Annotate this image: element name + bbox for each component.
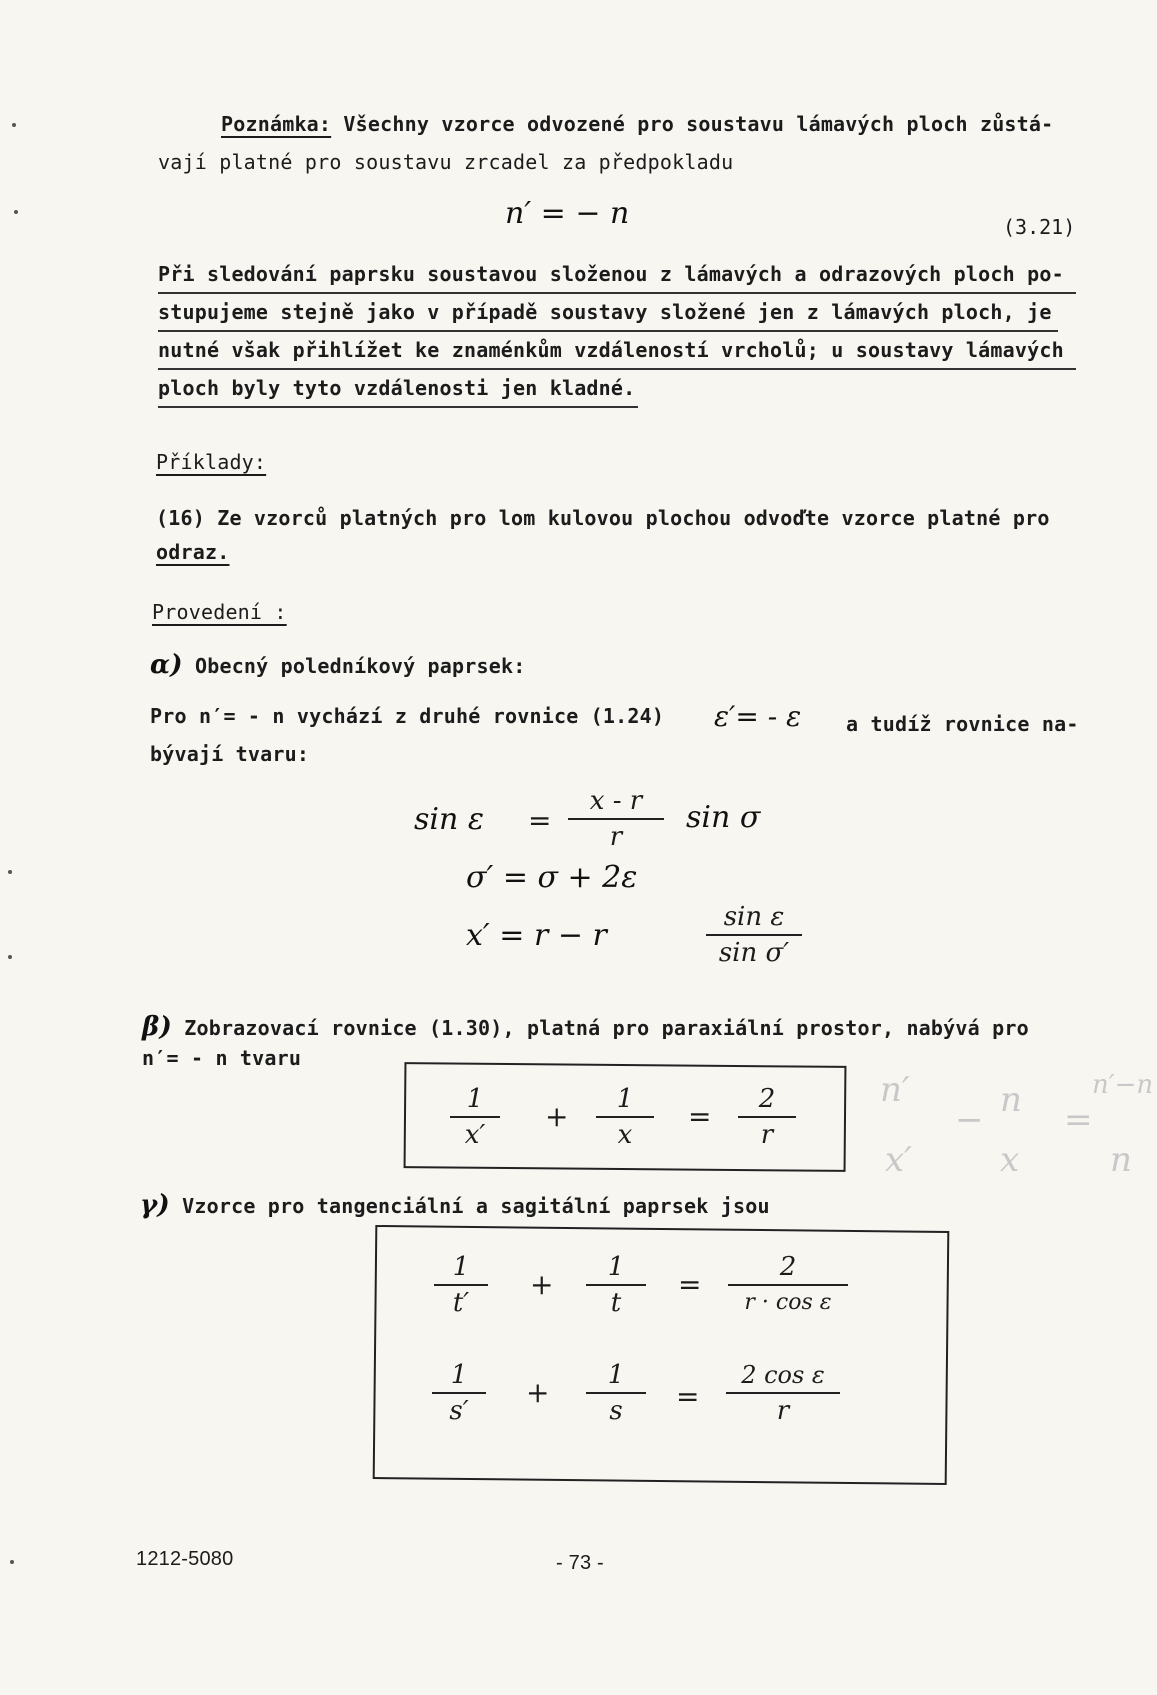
gamma-r2-equals: =: [676, 1380, 700, 1413]
pencil-n1: n′: [880, 1070, 910, 1110]
alpha-relation: ε′= - ε: [714, 700, 802, 733]
gamma-r2-a-denominator: s′: [449, 1396, 469, 1426]
beta-f2-denominator: x: [617, 1120, 633, 1150]
alpha-eq1-tail: sin σ: [686, 800, 761, 835]
alpha-title: Obecný poledníkový paprsek:: [194, 654, 526, 678]
alpha-eq1-lhs: sin ε: [414, 802, 484, 837]
page-number: - 73 -: [556, 1552, 604, 1574]
alpha-text-1: Pro n′= - n vychází z druhé rovnice (1.24): [150, 704, 665, 728]
pencil-note: n: [1110, 1140, 1132, 1180]
beta-f2-numerator: 1: [616, 1084, 634, 1114]
alpha-eq1-fraction: [568, 786, 664, 852]
beta-f1-numerator: 1: [466, 1084, 484, 1114]
pencil-note: n′−n: [1092, 1070, 1154, 1100]
alpha-text-1-end: a tudíž rovnice na-: [846, 712, 1079, 736]
pencil-note: =: [1064, 1100, 1093, 1140]
fraction-bar: [738, 1116, 796, 1118]
gamma-r1-c-denominator: r · cos ε: [744, 1290, 832, 1315]
gamma-r1-plus: +: [530, 1268, 554, 1301]
underline-rule: [158, 330, 1058, 332]
gamma-r1-b-numerator: 1: [607, 1252, 625, 1282]
scan-speck: [10, 1560, 14, 1564]
examples-heading: Příklady:: [156, 450, 267, 474]
beta-f3-denominator: r: [760, 1120, 774, 1150]
paragraph-line-2: stupujeme stejně jako v případě soustavy složené jen z lámavých ploch, je: [158, 300, 1052, 324]
gamma-r2-fraction-c: [726, 1360, 840, 1426]
document-code: 1212-5080: [136, 1548, 234, 1570]
equation-3-21: n′ = − n: [505, 196, 630, 231]
gamma-r2-fraction-b: [586, 1360, 646, 1426]
pencil-note: n: [1000, 1080, 1022, 1120]
beta-line-1: [142, 1012, 1029, 1042]
beta-text-1: Zobrazovací rovnice (1.30), platná pro paraxiální prostor, nabývá pro: [184, 1016, 1029, 1040]
fraction-bar: [706, 934, 802, 936]
alpha-eq3-fraction: [706, 902, 802, 968]
example-16-line-2: odraz.: [156, 540, 230, 564]
gamma-symbol: γ): [140, 1190, 170, 1220]
gamma-line: [140, 1190, 770, 1220]
gamma-r2-b-numerator: 1: [607, 1360, 625, 1390]
scan-speck: [8, 870, 12, 874]
fraction-bar: [586, 1284, 646, 1286]
beta-f3-numerator: 2: [758, 1084, 776, 1114]
beta-equals: =: [688, 1100, 712, 1133]
example-16-line-1: (16) Ze vzorců platných pro lom kulovou plochou odvoďte vzorce platné pro: [156, 506, 1050, 530]
gamma-r1-a-numerator: 1: [452, 1252, 470, 1282]
gamma-r1-fraction-c: [728, 1252, 848, 1318]
solution-heading: Provedení :: [152, 600, 287, 624]
note-text-1: Všechny vzorce odvozené pro soustavu lámavých ploch zůstá-: [343, 112, 1054, 136]
equation-number: (3.21): [1003, 215, 1076, 239]
gamma-r2-b-denominator: s: [609, 1396, 623, 1426]
pencil-note: −: [955, 1100, 984, 1140]
fraction-bar: [434, 1284, 488, 1286]
gamma-r1-equals: =: [678, 1268, 702, 1301]
alpha-eq3-numerator: sin ε: [723, 902, 785, 932]
gamma-r1-c-numerator: 2: [779, 1252, 797, 1282]
note-label: Poznámka:: [221, 112, 332, 136]
fraction-bar: [568, 818, 664, 820]
beta-symbol: β): [142, 1012, 172, 1042]
gamma-r2-c-numerator: 2 cos ε: [741, 1361, 825, 1389]
fraction-bar: [432, 1392, 486, 1394]
gamma-r2-fraction-a: [432, 1360, 486, 1426]
gamma-r2-a-numerator: 1: [450, 1360, 468, 1390]
scan-speck: [12, 123, 16, 127]
alpha-symbol: α): [150, 650, 183, 680]
fraction-bar: [596, 1116, 654, 1118]
gamma-r1-fraction-b: [586, 1252, 646, 1318]
underline-rule: [158, 292, 1076, 294]
gamma-r2-c-denominator: r: [776, 1396, 790, 1426]
fraction-bar: [586, 1392, 646, 1394]
alpha-eq1-denominator: r: [609, 822, 623, 852]
paragraph-line-4: ploch byly tyto vzdálenosti jen kladné.: [158, 376, 636, 400]
underline-rule: [158, 368, 1076, 370]
beta-fraction-2: [596, 1084, 654, 1150]
alpha-eq2: σ′ = σ + 2ε: [466, 860, 638, 895]
note-line-1: [221, 112, 1053, 136]
alpha-eq1-equals: =: [528, 804, 552, 837]
gamma-r2-plus: +: [526, 1376, 550, 1409]
alpha-eq3-denominator: sin σ′: [718, 938, 790, 968]
beta-fraction-1: [450, 1084, 500, 1150]
alpha-eq1-numerator: x - r: [589, 786, 643, 816]
alpha-line: [150, 650, 525, 680]
beta-line-2: n′= - n tvaru: [142, 1046, 302, 1070]
paragraph-line-1: Při sledování paprsku soustavou složenou z lámavých a odrazových ploch po-: [158, 262, 1064, 286]
pencil-note: x′: [885, 1140, 912, 1180]
pencil-note: [880, 1070, 910, 1110]
scan-speck: [8, 955, 12, 959]
gamma-r1-a-denominator: t′: [452, 1288, 470, 1318]
beta-fraction-3: [738, 1084, 796, 1150]
gamma-r1-fraction-a: [434, 1252, 488, 1318]
fraction-bar: [728, 1284, 848, 1286]
pencil-note: x: [1000, 1140, 1020, 1180]
fraction-bar: [726, 1392, 840, 1394]
alpha-text-2: bývají tvaru:: [150, 742, 310, 766]
beta-f1-denominator: x′: [464, 1120, 486, 1150]
gamma-r1-b-denominator: t: [610, 1288, 622, 1318]
scan-speck: [14, 210, 18, 214]
paragraph-line-3: nutné však přihlížet ke znaménkům vzdáleností vrcholů; u soustavy lámavých: [158, 338, 1064, 362]
alpha-eq3-lhs: x′ = r − r: [466, 918, 607, 953]
gamma-text: Vzorce pro tangenciální a sagitální paprsek jsou: [182, 1194, 770, 1218]
beta-plus: +: [545, 1100, 569, 1133]
underline-rule: [158, 406, 638, 408]
note-line-2: vají platné pro soustavu zrcadel za předpokladu: [158, 150, 734, 174]
fraction-bar: [450, 1116, 500, 1118]
